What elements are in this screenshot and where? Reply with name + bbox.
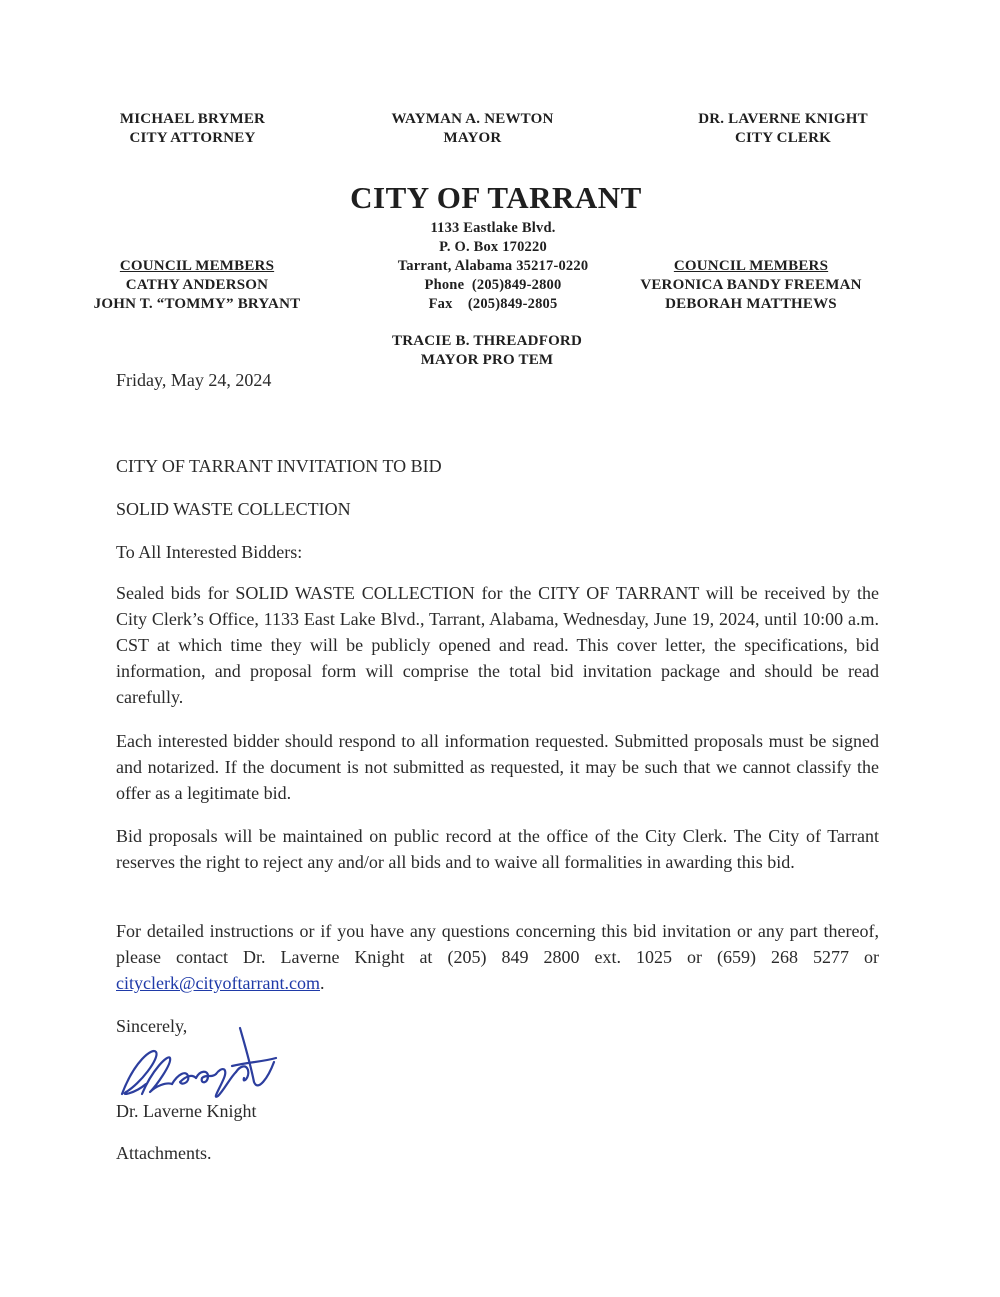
letter-paragraph-4	[116, 918, 879, 996]
city-attorney-block	[90, 110, 295, 148]
letter-date: Friday, May 24, 2024	[116, 370, 272, 390]
city-address-block	[362, 219, 624, 314]
address-phone: Phone (205)849-2800	[424, 277, 562, 293]
letter-attachments: Attachments.	[116, 1143, 212, 1163]
letter-paragraph-1: Sealed bids for SOLID WASTE COLLECTION for the CITY OF TARRANT will be received by the City Clerk’s Office, 1133 East Lake Blvd., Tarrant, Alabama, Wednesday, June 19, 2024, until 10:00 a.m. CST at which time they will be publicly opened and read. This cover letter, the specifications, bid information, and proposal form will comprise the total bid invitation package and should be read carefully.	[116, 583, 879, 707]
council-member: VERONICA BANDY FREEMAN	[640, 277, 862, 293]
mayor-title: MAYOR	[443, 130, 502, 146]
city-clerk-name: DR. LAVERNE KNIGHT	[698, 111, 868, 127]
letter-signer: Dr. Laverne Knight	[116, 1101, 257, 1121]
mayor-pro-tem-block	[362, 332, 612, 370]
address-fax: Fax (205)849-2805	[428, 296, 558, 312]
contact-text: For detailed instructions or if you have any questions concerning this bid invitation or any part thereof, please contact Dr. Laverne Knight at (205) 849 2800 ext. 1025 or (659) 268 5277 or	[116, 921, 879, 967]
mayor-pro-tem-title: MAYOR PRO TEM	[420, 352, 554, 368]
letter-closing: Sincerely,	[116, 1016, 188, 1036]
address-street: 1133 Eastlake Blvd.	[430, 220, 556, 236]
letter-paragraph-2: Each interested bidder should respond to all information requested. Submitted proposals must be signed and notarized. If the document is not submitted as requested, it may be such that we cannot classify the offer as a legitimate bid.	[116, 731, 879, 803]
letter-subject-line-1: CITY OF TARRANT INVITATION TO BID	[116, 456, 442, 476]
council-members-left	[74, 257, 320, 314]
city-clerk-email-link[interactable]: cityclerk@cityoftarrant.com	[116, 973, 320, 993]
letter-paragraph-3: Bid proposals will be maintained on public record at the office of the City Clerk. The City of Tarrant reserves the right to reject any and/or all bids and to waive all formalities in awarding this bid.	[116, 826, 879, 872]
city-clerk-title: CITY CLERK	[734, 130, 832, 146]
letter-salutation: To All Interested Bidders:	[116, 542, 303, 562]
council-member: DEBORAH MATTHEWS	[665, 296, 837, 312]
letter-subject-line-2: SOLID WASTE COLLECTION	[116, 499, 351, 519]
council-member: JOHN T. “TOMMY” BRYANT	[93, 296, 301, 312]
address-po-box: P. O. Box 170220	[439, 239, 547, 255]
city-title: CITY OF TARRANT	[350, 180, 642, 215]
mayor-name: WAYMAN A. NEWTON	[391, 111, 554, 127]
mayor-block	[370, 110, 575, 148]
city-attorney-title: CITY ATTORNEY	[129, 130, 256, 146]
handwritten-signature	[112, 1022, 282, 1102]
council-members-right	[616, 257, 886, 314]
contact-period: .	[320, 973, 325, 993]
council-member: CATHY ANDERSON	[125, 277, 269, 293]
mayor-pro-tem-name: TRACIE B. THREADFORD	[392, 333, 582, 349]
council-right-heading: COUNCIL MEMBERS	[673, 258, 829, 274]
city-attorney-name: MICHAEL BRYMER	[119, 111, 266, 127]
address-city-state-zip: Tarrant, Alabama 35217-0220	[397, 258, 589, 274]
council-left-heading: COUNCIL MEMBERS	[119, 258, 275, 274]
city-clerk-block	[668, 110, 898, 148]
